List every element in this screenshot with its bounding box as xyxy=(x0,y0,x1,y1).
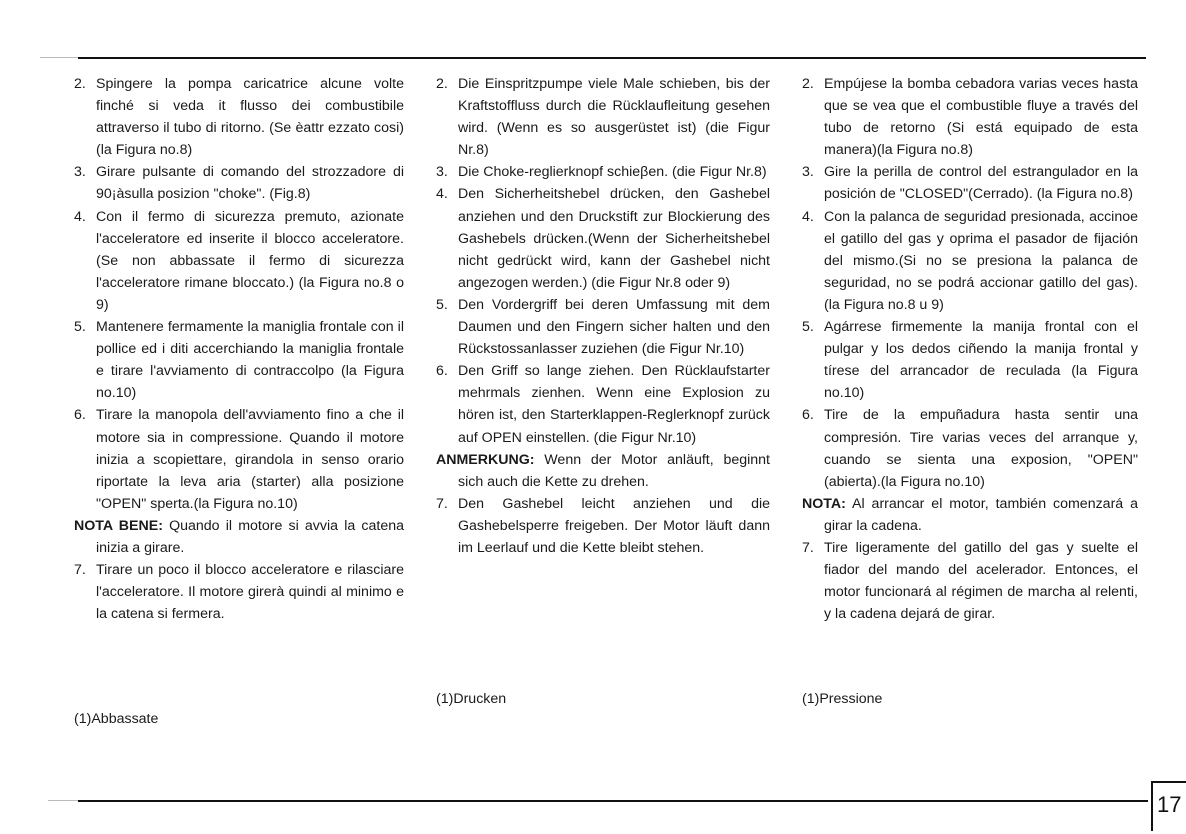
step-item: 2. Die Einspritzpumpe viele Male schieben, bis der Kraftstoffluss durch die Rücklaufleitung gesehen wird. (Wenn es so ausgerüstet ist) (die Figur Nr.8) xyxy=(436,76,770,159)
bottom-rule xyxy=(78,800,1148,802)
footnote-spanish: (1)Pressione xyxy=(802,691,883,707)
steps-list-german-b xyxy=(436,493,770,559)
step-item: 2. Empújese la bomba cebadora varias veces hasta que se vea que el combustible fluye a través del tubo de retorno (Si está equipado de esta manera)(la Figura no.8) xyxy=(802,76,1138,159)
note-spanish xyxy=(802,493,1138,537)
step-item: 5. Den Vordergriff bei deren Umfassung mit dem Daumen und den Fingern sicher halten und den Rückstossanlasser zuziehen (die Figur Nr.10) xyxy=(436,296,770,358)
note-text: Quando il motore si avvia la catena inizia a girare. xyxy=(96,517,404,556)
note-text: Al arrancar el motor, también comenzará a girar la cadena. xyxy=(824,495,1138,534)
steps-list-german xyxy=(436,73,770,449)
step-item: 4. Con la palanca de seguridad presionada, accinoe el gatillo del gas y oprima el pasador de fijación del mismo.(Si no se presiona la palanca de seguridad, no se podrá accionar gatillo del gas).(la Figura no.8 u 9) xyxy=(802,208,1138,313)
footnote-italian: (1)Abbassate xyxy=(74,711,159,727)
step-item: 5. Agárrese firmemente la manija frontal con el pulgar y los dedos ciñendo la manija frontal y tírese del arrancador de reculada (la Figura no.10) xyxy=(802,319,1138,402)
column-spanish xyxy=(802,73,1138,625)
column-german xyxy=(436,73,770,559)
footnote-german: (1)Drucken xyxy=(436,691,507,707)
bottom-rule-faint xyxy=(48,800,80,801)
step-item: 6. Tirare la manopola dell'avviamento fino a che il motore sia in compressione. Quando il motore inizia a scopiettare, girandola in senso orario riportate la leva aria (starter) alla posizione "OPEN" sperta.(la Figura no.10) xyxy=(74,407,404,512)
step-item: 2. Spingere la pompa caricatrice alcune volte finché si veda it flusso dei combustibile attraverso il tubo di ritorno. (Se èattr ezzato cosi)(la Figura no.8) xyxy=(74,76,404,159)
step-item: 3. Die Choke-reglierknopf schieβen. (die Figur Nr.8) xyxy=(436,164,767,181)
step-item: 7. Den Gashebel leicht anziehen und die Gashebelsperre freigeben. Der Motor läuft dann im Leerlauf und die Kette bleibt stehen. xyxy=(436,495,770,556)
step-item: 5. Mantenere fermamente la maniglia frontale con il pollice ed i diti accerchiando la maniglia frontale e tirare l'avviamento di contraccolpo (la Figura no.10) xyxy=(74,319,404,402)
step-item: 3. Girare pulsante di comando del strozzadore di 90¡àsulla posizion "choke". (Fig.8) xyxy=(74,164,404,203)
note-text: Wenn der Motor anläuft, beginnt sich auch die Kette zu drehen. xyxy=(458,451,770,490)
step-item: 7. Tirare un poco il blocco acceleratore e rilasciare l'acceleratore. Il motore girerà quindi al minimo e la catena si fermera. xyxy=(74,562,404,623)
steps-list-italian xyxy=(74,73,404,515)
page-number: 17 xyxy=(1157,792,1182,817)
note-label: NOTA: xyxy=(802,495,846,512)
step-item: 6. Tire de la empuñadura hasta sentir una compresión. Tire varias veces del arranque y, cuando se sienta una exposion, "OPEN" (abierta).(la Figura no.10) xyxy=(802,407,1138,490)
step-item: 3. Gire la perilla de control del estrangulador en la posición de "CLOSED"(Cerrado). (la Figura no.8) xyxy=(802,164,1138,203)
note-italian xyxy=(74,515,404,559)
steps-list-spanish xyxy=(802,73,1138,493)
step-item: 4. Con il fermo di sicurezza premuto, azionate l'acceleratore ed inserite il blocco acceleratore. (Se non abbassate il fermo di sicurezza l'acceleratore rimane bloccato.) (la Figura no.8 o 9) xyxy=(74,208,404,313)
step-item: 4. Den Sicherheitshebel drücken, den Gashebel anziehen und den Druckstift zur Blockierung des Gashebels drücken.(Wenn der Sicherheitshebel nicht gedrückt wird, kann der Gashebel nicht angezogen werden.) (die Figur Nr.8 oder 9) xyxy=(436,186,770,291)
steps-list-italian-b xyxy=(74,559,404,625)
note-german xyxy=(436,449,770,493)
top-rule-faint xyxy=(40,57,80,58)
column-italian xyxy=(74,73,404,625)
step-item: 7. Tire ligeramente del gatillo del gas y suelte el fiador del mando del acelerador. Entonces, el motor funcionará al régimen de marcha al relenti, y la cadena dejará de girar. xyxy=(802,539,1138,623)
note-label: ANMERKUNG: xyxy=(436,451,535,468)
top-rule xyxy=(78,57,1146,59)
steps-list-spanish-b xyxy=(802,537,1138,625)
note-label: NOTA BENE: xyxy=(74,517,163,534)
step-item: 6. Den Griff so lange ziehen. Den Rücklaufstarter mehrmals zienhen. Wenn eine Explosion zu hören ist, den Starterklappen-Reglerknopf zurück auf OPEN einstellen. (die Figur Nr.10) xyxy=(436,363,770,446)
